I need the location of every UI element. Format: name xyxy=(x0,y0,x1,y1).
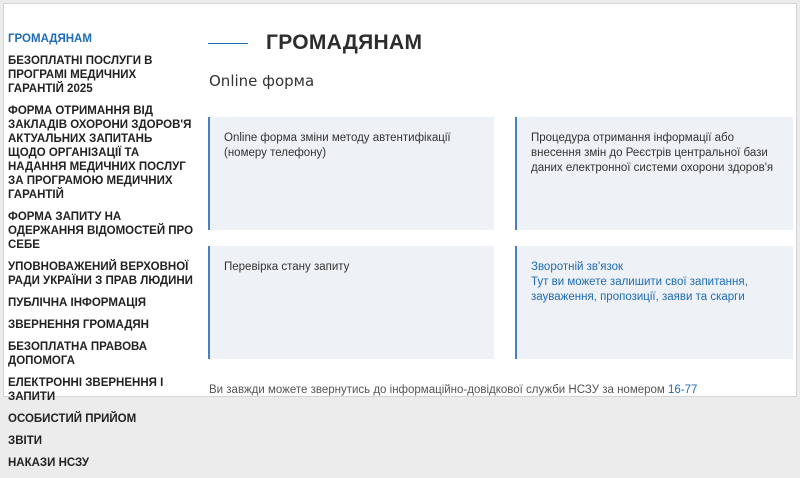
card-text: Online форма зміни методу автентифікації (номеру телефону) xyxy=(224,132,451,159)
sidebar-item-citizen-appeals[interactable]: ЗВЕРНЕННЯ ГРОМАДЯН xyxy=(8,319,149,331)
card-text: Перевірка стану запиту xyxy=(224,261,350,273)
sidebar-item-self-info-request[interactable]: ФОРМА ЗАПИТУ НА ОДЕРЖАННЯ ВІДОМОСТЕЙ ПРО СЕБЕ xyxy=(8,211,194,251)
sidebar-item-orders[interactable]: НАКАЗИ НСЗУ xyxy=(8,457,89,469)
sidebar-item-health-questions-form[interactable]: ФОРМА ОТРИМАННЯ ВІД ЗАКЛАДІВ ОХОРОНИ ЗДОРОВ'Я АКТУАЛЬНИХ ЗАПИТАНЬ ЩОДО ОРГАНІЗАЦІЇ ТА НАДАННЯ МЕДИЧНИХ ПОСЛУГ ЗА ПРОГРАМОЮ МЕДИЧНИХ ГАРАНТІЙ xyxy=(8,105,192,201)
helpline-note xyxy=(209,384,697,396)
title-accent-line xyxy=(208,43,248,44)
helpline-text: Ви завжди можете звернутись до інформаційно-довідкової служби НСЗУ за номером xyxy=(209,384,665,396)
sidebar-item-personal-reception[interactable]: ОСОБИСТИЙ ПРИЙОМ xyxy=(8,413,137,425)
card-registry-procedure[interactable] xyxy=(515,117,793,230)
sidebar-item-citizens[interactable]: ГРОМАДЯНАМ xyxy=(8,33,92,45)
section-subtitle: Online форма xyxy=(209,72,315,90)
sidebar-item-free-legal-aid[interactable]: БЕЗОПЛАТНА ПРАВОВА ДОПОМОГА xyxy=(8,341,148,367)
card-request-status[interactable] xyxy=(208,246,494,359)
card-text: Процедура отримання інформації або внесення змін до Реєстрів центральної бази даних електронної системи охорони здоров'я xyxy=(531,132,774,174)
sidebar-item-ombudsman[interactable]: УПОВНОВАЖЕНИЙ ВЕРХОВНОЇ РАДИ УКРАЇНИ З ПРАВ ЛЮДИНИ xyxy=(8,261,193,287)
card-auth-change-form[interactable] xyxy=(208,117,494,230)
sidebar-item-public-info[interactable]: ПУБЛІЧНА ІНФОРМАЦІЯ xyxy=(8,297,147,309)
helpline-number-link[interactable]: 16-77 xyxy=(668,384,698,396)
page-title xyxy=(208,32,422,54)
sidebar-item-free-services[interactable]: БЕЗОПЛАТНІ ПОСЛУГИ В ПРОГРАМІ МЕДИЧНИХ ГАРАНТІЙ 2025 xyxy=(8,55,153,95)
card-feedback[interactable] xyxy=(515,246,793,359)
feedback-link-text[interactable]: Тут ви можете залишити свої запитання, зауваження, пропозиції, заяви та скарги xyxy=(531,276,748,303)
sidebar-item-e-appeals[interactable]: ЕЛЕКТРОННІ ЗВЕРНЕННЯ І ЗАПИТИ xyxy=(8,377,164,403)
sidebar-nav xyxy=(8,32,193,478)
page-title-text: ГРОМАДЯНАМ xyxy=(266,31,423,54)
sidebar-item-reports[interactable]: ЗВІТИ xyxy=(8,435,42,447)
feedback-link-title[interactable]: Зворотній зв'язок xyxy=(531,261,624,273)
page-frame xyxy=(3,3,797,469)
